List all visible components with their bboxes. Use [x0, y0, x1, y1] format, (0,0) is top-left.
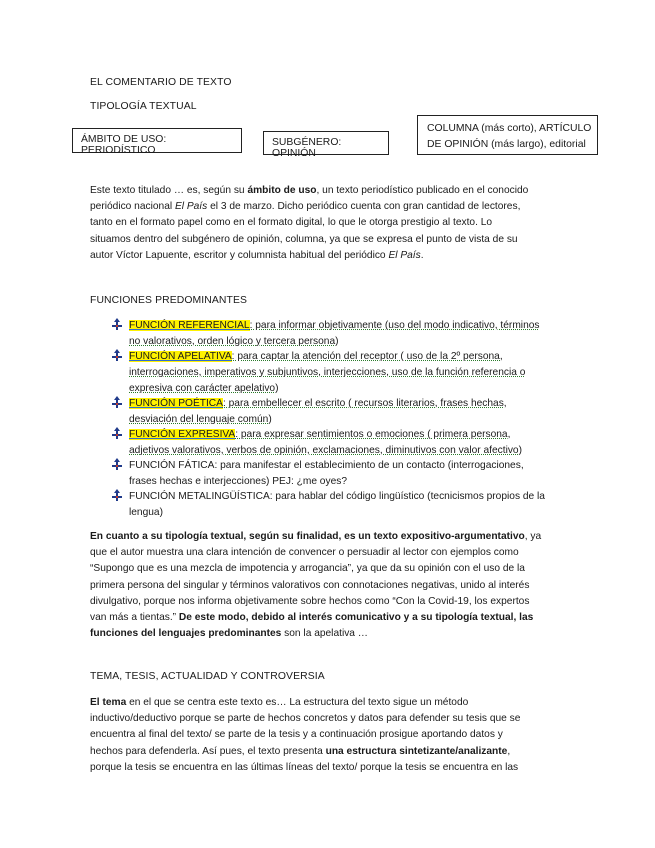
text-italic: El País [174, 201, 208, 213]
text: son la apelativa … [281, 628, 368, 640]
arrow-bullet-icon [111, 396, 123, 408]
arrow-bullet-icon [111, 458, 123, 470]
box-subgenero [263, 131, 389, 159]
text: , un texto periodístico publicado en el conocido [316, 185, 529, 196]
text: interrogaciones, imperativos y subjuntivos, interjecciones, uso de la función referencia o [129, 366, 526, 378]
box-columna-line1: COLUMNA (más corto), ARTÍCULO [427, 123, 592, 134]
box-columna-line2: DE OPINIÓN (más largo), editorial [427, 138, 586, 150]
theme-paragraph [90, 695, 560, 776]
typology-paragraph [90, 529, 560, 642]
arrow-bullet-icon [111, 427, 123, 439]
text: FUNCIÓN FÁTICA: para manifestar el establecimiento de un contacto (interrogaciones, [129, 460, 524, 471]
box-ambito [72, 128, 242, 156]
text: el 3 de marzo. Dicho periódico cuenta con gran cantidad de lectores, [207, 201, 521, 213]
list-item-metalinguistica [129, 489, 545, 521]
text: “Supongo que es una mezcla de impotencia y arrogancia”, ya que da su opinión con el uso de la [90, 563, 525, 575]
text-bold: funciones del lenguajes predominantes [90, 628, 282, 640]
text: hechos para defenderla. Así pues, el texto presenta [90, 745, 326, 757]
text: no valorativos, orden lógico y tercera persona) [129, 335, 339, 347]
text: van más a tientas.” [90, 612, 179, 624]
text-italic: El País [388, 249, 421, 261]
box-ambito-text: ÁMBITO DE USO: PERIODÍSTICO [81, 134, 167, 156]
arrow-bullet-icon [111, 489, 123, 501]
box-subgenero-text: SUBGÉNERO: OPINIÓN [272, 137, 342, 159]
list-item-referencial [129, 318, 540, 350]
text: autor Víctor Lapuente, escritor y columnista habitual del periódico [90, 249, 389, 261]
text: situamos dentro del subgénero de opinión, columna, ya que se expresa el punto de vista de su [90, 233, 518, 245]
text: FUNCIÓN METALINGÜÍSTICA: para hablar del código lingüístico (tecnicismos propios de la [129, 491, 545, 502]
text: : para informar objetivamente (uso del modo indicativo, términos [249, 320, 540, 331]
section-heading-theme: TEMA, TESIS, ACTUALIDAD Y CONTROVERSIA [90, 671, 325, 682]
function-label-highlight: FUNCIÓN APELATIVA [129, 351, 232, 362]
text: : para embellecer el escrito ( recursos literarios, frases hechas, [222, 398, 507, 409]
function-label-highlight: FUNCIÓN POÉTICA [129, 398, 223, 409]
text: frases hechas e interjecciones) PEJ: ¿me oyes? [129, 475, 347, 487]
text: Este texto titulado … es, según su [90, 185, 248, 196]
text: . [420, 249, 424, 261]
text-bold: ámbito de uso [247, 185, 317, 196]
text: , ya [524, 531, 542, 542]
text: periódico nacional [90, 201, 175, 213]
text: , [507, 745, 511, 757]
text-bold: De este modo, debido al interés comunicativo y a su tipología textual, las [178, 612, 534, 624]
intro-paragraph [90, 183, 560, 264]
text: encuentra al final del texto/ se parte de la tesis y a continuación prosigue aportando datos y [90, 729, 503, 741]
text-bold: El tema [90, 697, 127, 708]
function-label-highlight: FUNCIÓN EXPRESIVA [129, 429, 236, 440]
text: adjetivos valorativos, verbos de opinión, exclamaciones, diminutivos con valor afectivo) [129, 444, 522, 456]
text: : para expresar sentimientos o emociones ( primera persona, [235, 429, 511, 440]
text: : para captar la atención del receptor ( uso de la 2º persona, [231, 351, 503, 362]
text-bold: En cuanto a su tipología textual, según su finalidad, es un texto expositivo-argumentativo [90, 531, 525, 542]
list-item-apelativa [129, 349, 525, 397]
text: desviación del lenguaje común) [129, 413, 272, 425]
text: expresiva con carácter apelativo) [129, 382, 279, 394]
text: divulgativo, porque nos informa objetivamente sobre hechos como “Con la Covid-19, los expertos [90, 595, 530, 607]
list-item-poetica [129, 396, 507, 428]
text: tanto en el formato papel como en el formato digital, lo que le otorga prestigio al texto. Lo [90, 217, 493, 229]
text: inductivo/deductivo porque se parte de hechos concretos y datos para defender su tesis que se [90, 713, 521, 725]
arrow-bullet-icon [111, 318, 123, 330]
list-item-expresiva [129, 427, 522, 459]
text: que el autor muestra una clara intención de convencer o persuadir al lector con ejemplos como [90, 547, 519, 559]
text-bold: una estructura sintetizante/analizante [325, 745, 508, 757]
list-item-fatica [129, 458, 524, 490]
text: primera persona del singular y términos valorativos con connotaciones negativas, unido al interés [90, 579, 530, 591]
document-title: EL COMENTARIO DE TEXTO [90, 77, 232, 88]
arrow-bullet-icon [111, 349, 123, 361]
text: en el que se centra este texto es… La estructura del texto sigue un método [126, 697, 469, 708]
function-label-highlight: FUNCIÓN REFERENCIAL [129, 320, 250, 331]
section-heading-functions: FUNCIONES PREDOMINANTES [90, 295, 248, 306]
section-heading-typology: TIPOLOGÍA TEXTUAL [90, 101, 197, 112]
text: lengua) [129, 506, 163, 518]
box-columna [417, 115, 598, 155]
text: porque la tesis se encuentra en las últimas líneas del texto/ porque la tesis se encuentra en las [90, 761, 519, 773]
